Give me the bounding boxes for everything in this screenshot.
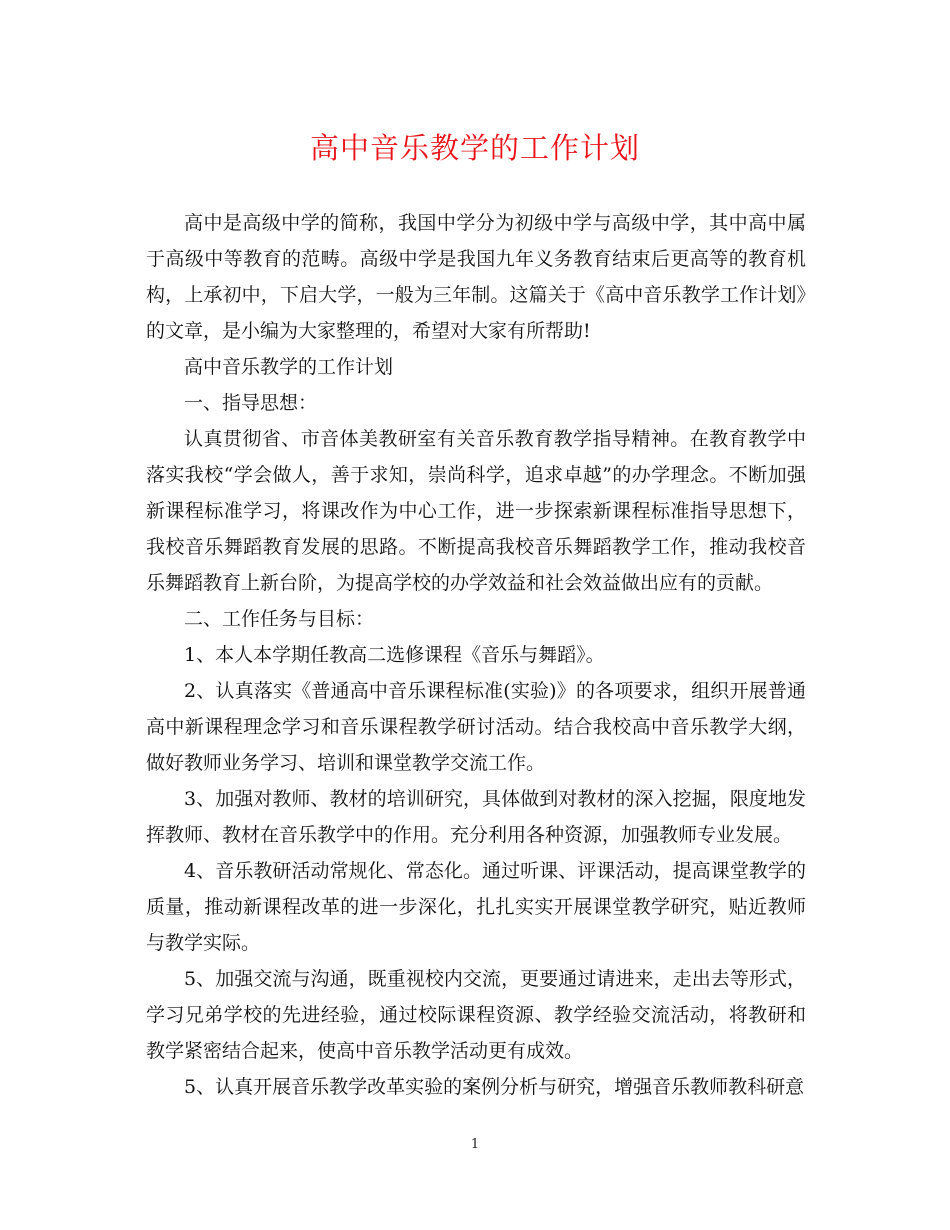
paragraph-guiding-thought: 认真贯彻省、市音体美教研室有关音乐教育教学指导精神。在教育教学中落实我校“学会做人，善于求知，崇尚科学，追求卓越”的办学理念。不断加强新课程标准学习，将课改作为中心工作，进一步探索新课程标准指导思想下，我校音乐舞蹈教育发展的思路。不断提高我校音乐舞蹈教学工作，推动我校音乐舞蹈教育上新台阶，为提高学校的办学效益和社会效益做出应有的贡献。 <box>146 428 806 594</box>
section-heading-guiding-thought: 一、指导思想： <box>184 392 318 414</box>
list-item-5b: 5、认真开展音乐教学改革实验的案例分析与研究，增强音乐教师教科研意 <box>184 1076 805 1098</box>
list-item-2: 2、认真落实《普通高中音乐课程标准(实验)》的各项要求，组织开展普通高中新课程理念学习和音乐课程教学研讨活动。结合我校高中音乐教学大纲，做好教师业务学习、培训和课堂教学交流工作。 <box>146 680 806 774</box>
page-number: 1 <box>470 1137 480 1152</box>
paragraph-subtitle: 高中音乐教学的工作计划 <box>184 356 394 378</box>
paragraph-intro: 高中是高级中学的简称，我国中学分为初级中学与高级中学，其中高中属于高级中等教育的范畴。高级中学是我国九年义务教育结束后更高等的教育机构，上承初中，下启大学，一般为三年制。这篇关于《高中音乐教学工作计划》的文章，是小编为大家整理的，希望对大家有所帮助! <box>146 212 806 342</box>
list-item-3: 3、加强对教师、教材的培训研究，具体做到对教材的深入挖掘，限度地发挥教师、教材在音乐教学中的作用。充分利用各种资源，加强教师专业发展。 <box>146 788 806 846</box>
document-body <box>146 205 806 1105</box>
list-item-1: 1、本人本学期任教高二选修课程《音乐与舞蹈》。 <box>184 644 605 666</box>
document-title: 高中音乐教学的工作计划 <box>309 131 640 165</box>
section-heading-tasks-goals: 二、工作任务与目标： <box>184 608 375 630</box>
list-item-5: 5、加强交流与沟通，既重视校内交流，更要通过请进来，走出去等形式，学习兄弟学校的先进经验，通过校际课程资源、教学经验交流活动，将教研和教学紧密结合起来，使高中音乐教学活动更有成效。 <box>146 968 806 1062</box>
list-item-4: 4、音乐教研活动常规化、常态化。通过听课、评课活动，提高课堂教学的质量，推动新课程改革的进一步深化，扎扎实实开展课堂教学研究，贴近教师与教学实际。 <box>146 860 806 954</box>
